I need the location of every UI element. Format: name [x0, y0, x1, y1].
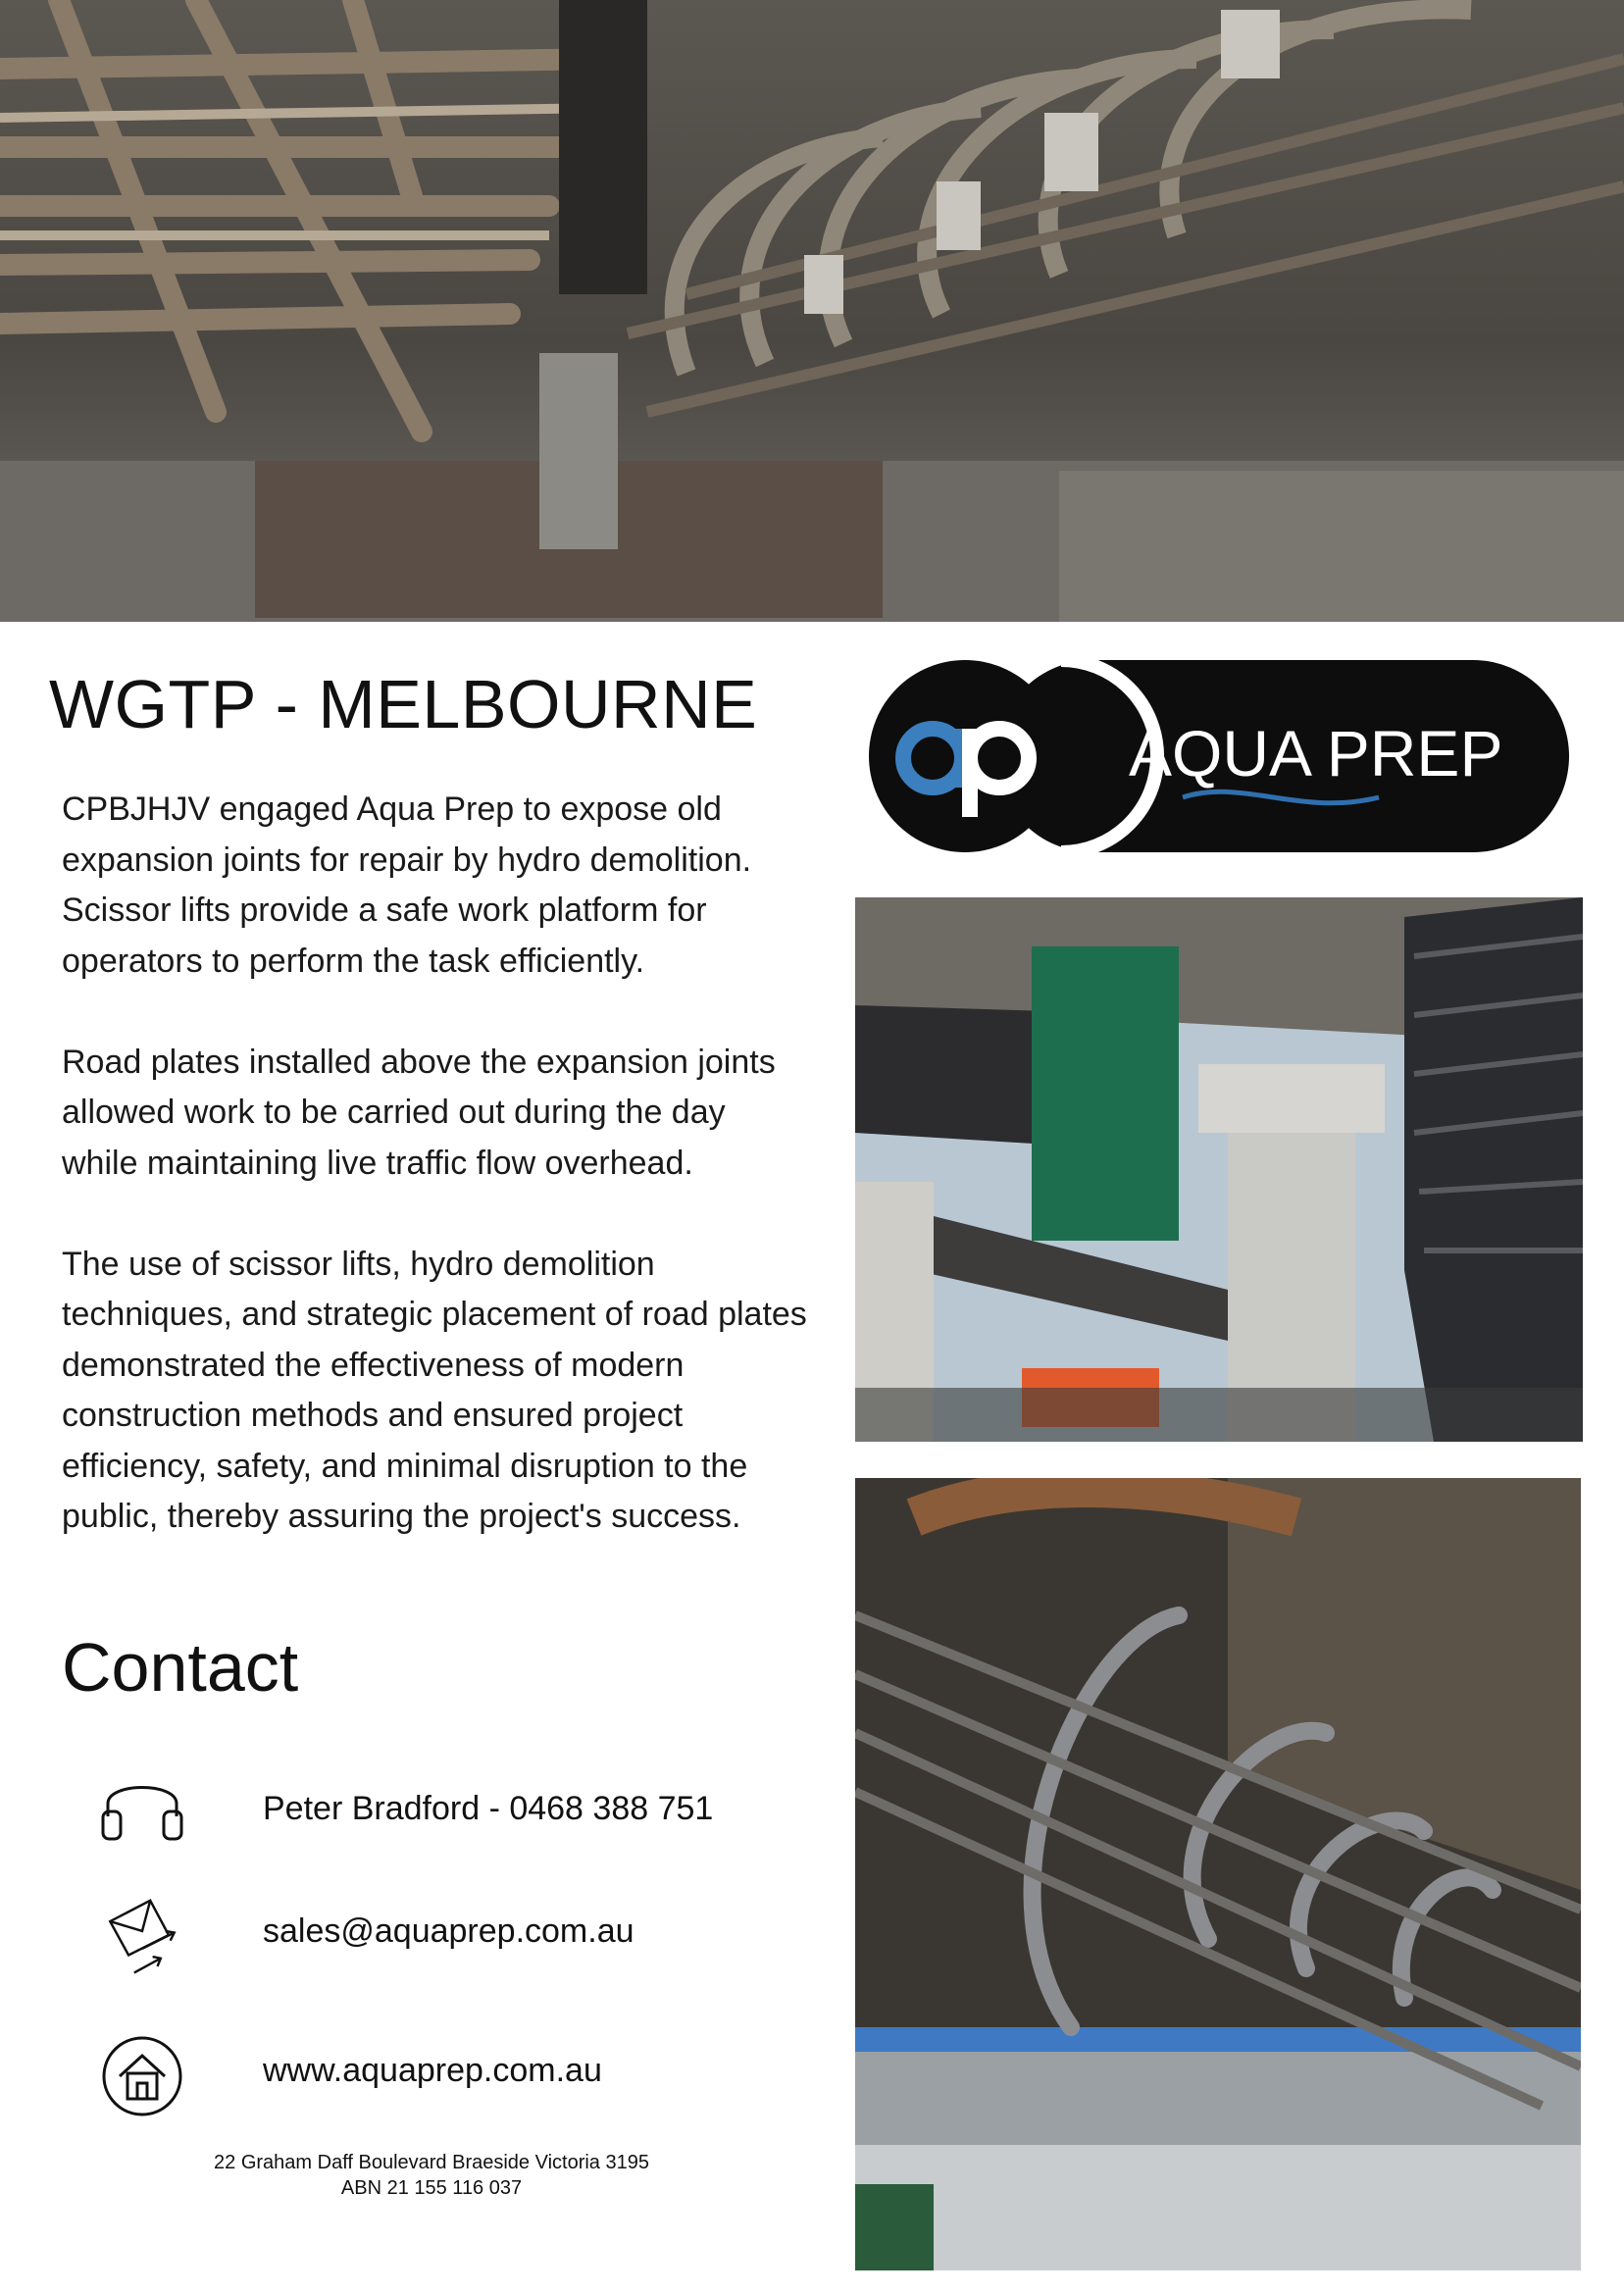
paragraph-intro: CPBJHJV engaged Aqua Prep to expose old expansion joints for repair by hydro demolition. Scissor lifts provide a safe work platform for operators to perform the task efficiently. — [62, 790, 752, 980]
footer-abn: ABN 21 155 116 037 — [340, 2177, 523, 2199]
photo-scissor-lift — [855, 897, 1583, 1442]
home-icon — [98, 2032, 186, 2120]
paragraph-summary: The use of scissor lifts, hydro demolition techniques, and strategic placement of road plates demonstrated the effectiveness of modern construction methods and ensured project efficiency, safety, and minimal disruption to the public, thereby assuring the project's success. — [62, 1245, 807, 1535]
contact-email[interactable] — [98, 1891, 785, 1979]
contact-website-link[interactable]: www.aquaprep.com.au — [263, 2052, 602, 2089]
headphones-icon — [98, 1762, 186, 1851]
contact-phone — [98, 1762, 785, 1851]
logo-wordmark: AQUA PREP — [1129, 717, 1503, 790]
page-title: WGTP - MELBOURNE — [49, 666, 758, 742]
paragraph-road-plates: Road plates installed above the expansion joints allowed work to be carried out during the day while maintaining live traffic flow overhead. — [62, 1043, 776, 1182]
contact-website[interactable] — [98, 2032, 785, 2120]
footer-address: 22 Graham Daff Boulevard Braeside Victoria 3195 — [214, 2152, 649, 2173]
email-send-icon — [98, 1891, 186, 1979]
footer-address-block — [196, 2150, 667, 2201]
contact-heading: Contact — [62, 1629, 299, 1706]
photo-exposed-rebar — [855, 1478, 1581, 2270]
aqua-prep-logo — [869, 660, 1569, 852]
hero-photo — [0, 0, 1624, 622]
contact-email-link[interactable]: sales@aquaprep.com.au — [263, 1912, 634, 1950]
project-description — [62, 785, 807, 1543]
contact-phone-text: Peter Bradford - 0468 388 751 — [263, 1790, 714, 1827]
